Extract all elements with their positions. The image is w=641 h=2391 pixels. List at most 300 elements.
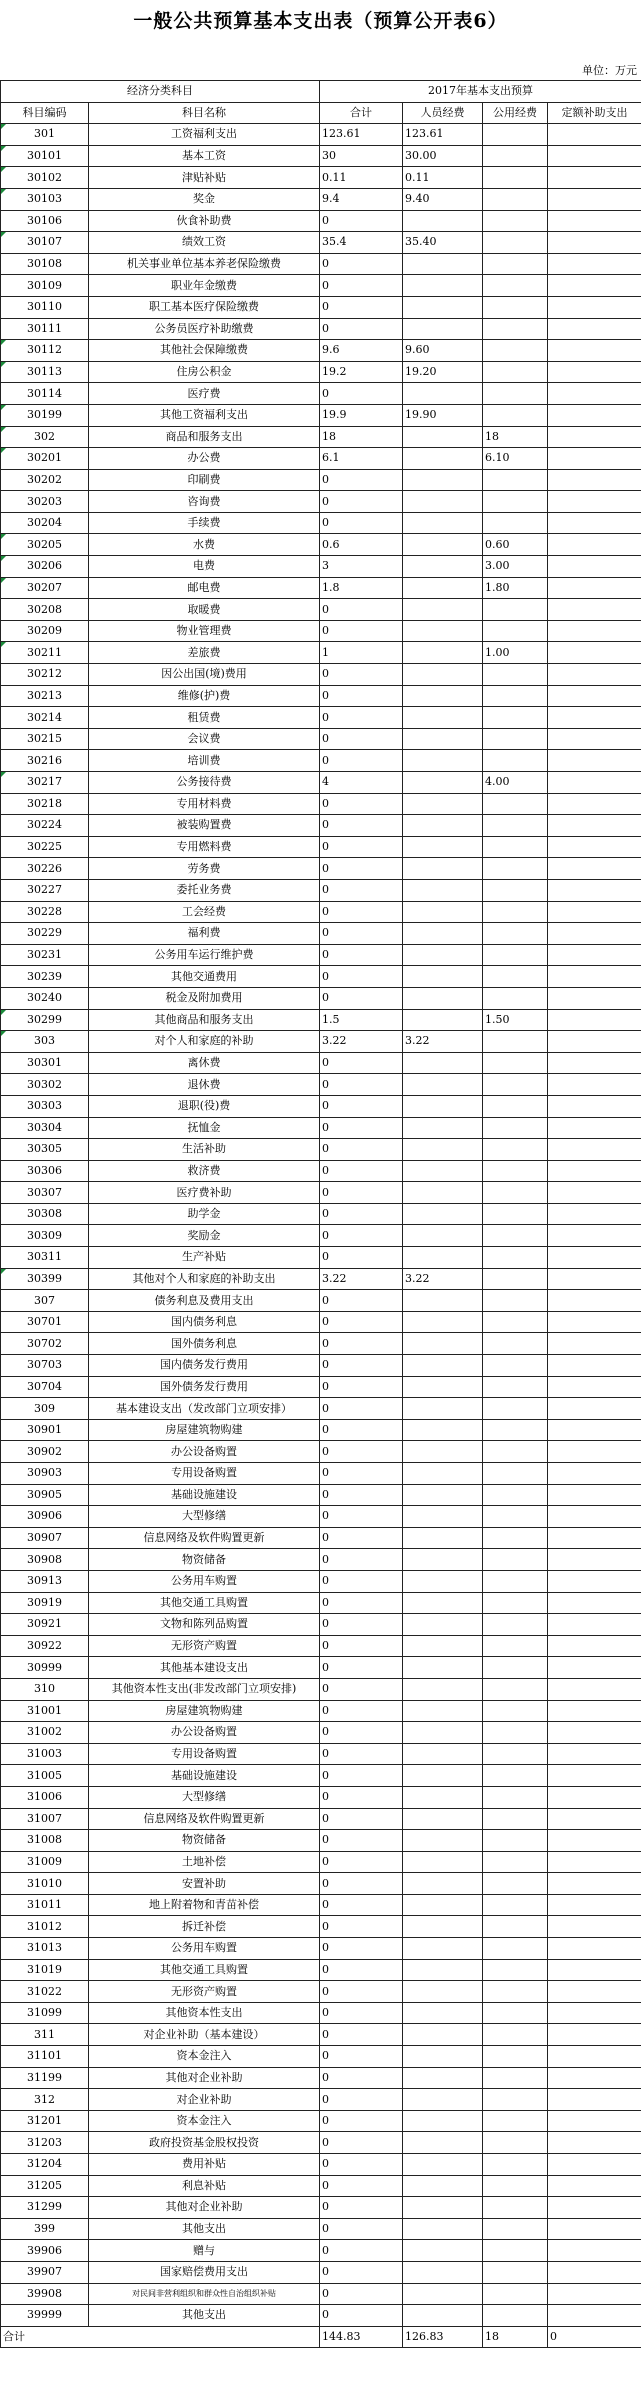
cell-quota [548,2154,641,2176]
cell-public [483,1786,548,1808]
cell-personnel [403,1938,483,1960]
cell-code: 39906 [1,2240,89,2262]
cell-name: 国外债务利息 [89,1333,320,1355]
cell-total: 0 [320,879,403,901]
cell-name: 会议费 [89,728,320,750]
cell-public [483,1182,548,1204]
cell-code: 30106 [1,210,89,232]
cell-quota [548,642,641,664]
cell-name: 费用补贴 [89,2154,320,2176]
cell-personnel [403,2305,483,2327]
cell-personnel [403,1203,483,1225]
cell-personnel [403,1355,483,1377]
table-row [1,404,641,426]
cell-name: 其他资本性支出 [89,2002,320,2024]
cell-code: 31201 [1,2110,89,2132]
cell-code: 30208 [1,599,89,621]
cell-total: 0 [320,1614,403,1636]
cell-name: 基础设施建设 [89,1484,320,1506]
cell-public [483,1894,548,1916]
cell-code: 311 [1,2024,89,2046]
cell-personnel [403,1225,483,1247]
cell-quota [548,1117,641,1139]
cell-name: 无形资产购置 [89,1635,320,1657]
table-row [1,1160,641,1182]
cell-personnel [403,685,483,707]
cell-total: 0 [320,1355,403,1377]
cell-code: 30216 [1,750,89,772]
cell-quota [548,728,641,750]
cell-total: 0 [320,2283,403,2305]
table-row [1,1873,641,1895]
cell-personnel [403,1765,483,1787]
cell-total: 0 [320,2154,403,2176]
cell-public [483,966,548,988]
cell-public [483,275,548,297]
cell-total: 0 [320,1722,403,1744]
table-row [1,124,641,146]
cell-quota [548,1938,641,1960]
table-row [1,1635,641,1657]
cell-name: 专用燃料费 [89,836,320,858]
cell-code: 30301 [1,1052,89,1074]
cell-total: 0 [320,620,403,642]
cell-name: 对个人和家庭的补助 [89,1031,320,1053]
cell-public [483,2046,548,2068]
cell-name: 公务用车运行维护费 [89,944,320,966]
cell-code: 30913 [1,1570,89,1592]
cell-public [483,1873,548,1895]
cell-total: 19.9 [320,404,403,426]
cell-code: 307 [1,1290,89,1312]
table-row [1,2283,641,2305]
cell-code: 30214 [1,707,89,729]
cell-public [483,879,548,901]
cell-public [483,404,548,426]
cell-total: 0 [320,2046,403,2068]
cell-code: 303 [1,1031,89,1053]
cell-quota [548,2024,641,2046]
cell-public [483,1916,548,1938]
cell-personnel [403,1743,483,1765]
table-row [1,1463,641,1485]
cell-code: 30204 [1,512,89,534]
cell-personnel [403,1160,483,1182]
cell-public [483,1419,548,1441]
cell-personnel [403,318,483,340]
cell-quota [548,1355,641,1377]
cell-name: 公务接待费 [89,772,320,794]
cell-quota [548,296,641,318]
table-row [1,167,641,189]
cell-public: 4.00 [483,772,548,794]
table-row [1,620,641,642]
cell-total: 0 [320,1203,403,1225]
cell-code: 30213 [1,685,89,707]
cell-personnel: 30.00 [403,145,483,167]
cell-public [483,340,548,362]
table-row [1,1398,641,1420]
cell-total: 0 [320,2261,403,2283]
cell-total: 1.5 [320,1009,403,1031]
cell-name: 取暖费 [89,599,320,621]
cell-public [483,815,548,837]
cell-personnel: 3.22 [403,1031,483,1053]
cell-public [483,793,548,815]
cell-total: 18 [320,426,403,448]
cell-code: 30226 [1,858,89,880]
cell-quota [548,1765,641,1787]
table-row [1,1743,641,1765]
cell-public [483,728,548,750]
cell-quota [548,1268,641,1290]
cell-personnel: 9.60 [403,340,483,362]
cell-public [483,923,548,945]
cell-name: 大型修缮 [89,1786,320,1808]
cell-quota [548,1333,641,1355]
cell-name: 奖励金 [89,1225,320,1247]
cell-quota [548,750,641,772]
table-row [1,1851,641,1873]
cell-code: 30109 [1,275,89,297]
cell-public [483,2132,548,2154]
budget-table [0,80,641,2348]
cell-personnel [403,1333,483,1355]
cell-public [483,2110,548,2132]
cell-code: 30919 [1,1592,89,1614]
cell-total: 0 [320,469,403,491]
cell-name: 文物和陈列品购置 [89,1614,320,1636]
table-row [1,469,641,491]
cell-quota [548,1074,641,1096]
cell-total: 0 [320,1786,403,1808]
cell-name: 国内债务发行费用 [89,1355,320,1377]
cell-public [483,1722,548,1744]
cell-total: 0 [320,512,403,534]
cell-personnel [403,469,483,491]
table-row [1,1031,641,1053]
cell-quota [548,188,641,210]
cell-public [483,2261,548,2283]
cell-personnel [403,1808,483,1830]
cell-code: 30111 [1,318,89,340]
cell-name: 被装购置费 [89,815,320,837]
cell-quota [548,599,641,621]
table-row [1,944,641,966]
table-row [1,1484,641,1506]
cell-name: 其他资本性支出(非发改部门立项安排) [89,1678,320,1700]
cell-personnel [403,1419,483,1441]
cell-code: 30704 [1,1376,89,1398]
cell-quota [548,1225,641,1247]
cell-name: 对企业补助 [89,2089,320,2111]
cell-quota [548,1160,641,1182]
cell-code: 31003 [1,1743,89,1765]
cell-total: 0 [320,1592,403,1614]
table-row [1,577,641,599]
cell-public [483,1765,548,1787]
cell-public [483,901,548,923]
cell-personnel [403,1311,483,1333]
cell-quota [548,1635,641,1657]
cell-name: 其他对企业补助 [89,2197,320,2219]
cell-total: 0 [320,815,403,837]
cell-total: 0 [320,296,403,318]
cell-code: 30239 [1,966,89,988]
cell-quota [548,2110,641,2132]
cell-personnel [403,750,483,772]
cell-name: 基本工资 [89,145,320,167]
cell-public [483,2283,548,2305]
cell-code: 31007 [1,1808,89,1830]
cell-total: 0 [320,2218,403,2240]
table-row [1,1074,641,1096]
table-row [1,2305,641,2327]
cell-name: 专用材料费 [89,793,320,815]
cell-personnel [403,534,483,556]
cell-name: 维修(护)费 [89,685,320,707]
cell-personnel [403,1873,483,1895]
cell-name: 其他交通工具购置 [89,1592,320,1614]
table-row [1,2046,641,2068]
cell-code: 30304 [1,1117,89,1139]
table-row [1,2261,641,2283]
cell-name: 邮电费 [89,577,320,599]
total-public: 18 [483,2326,548,2348]
header-code: 科目编码 [1,102,89,124]
cell-personnel [403,383,483,405]
cell-personnel [403,1139,483,1161]
cell-public [483,750,548,772]
cell-quota [548,210,641,232]
table-row [1,1247,641,1269]
cell-personnel [403,944,483,966]
cell-name: 水费 [89,534,320,556]
cell-total: 0 [320,1527,403,1549]
cell-public [483,253,548,275]
cell-code: 31010 [1,1873,89,1895]
cell-public [483,620,548,642]
cell-code: 310 [1,1678,89,1700]
cell-public [483,2154,548,2176]
cell-public [483,858,548,880]
cell-public [483,1506,548,1528]
cell-total: 0 [320,2089,403,2111]
cell-personnel [403,1981,483,2003]
table-row [1,188,641,210]
table-row [1,1959,641,1981]
cell-code: 30110 [1,296,89,318]
cell-total: 0 [320,664,403,686]
table-row [1,2154,641,2176]
table-row [1,1938,641,1960]
cell-personnel [403,2218,483,2240]
cell-name: 其他工资福利支出 [89,404,320,426]
cell-personnel [403,1851,483,1873]
cell-quota [548,1722,641,1744]
cell-personnel [403,1830,483,1852]
table-title: 一般公共预算基本支出表（预算公开表6） [133,10,508,32]
cell-public [483,491,548,513]
cell-name: 公务用车购置 [89,1570,320,1592]
cell-quota [548,448,641,470]
table-row [1,145,641,167]
cell-name: 医疗费 [89,383,320,405]
cell-personnel [403,1117,483,1139]
cell-name: 其他社会保障缴费 [89,340,320,362]
cell-quota [548,145,641,167]
cell-personnel [403,793,483,815]
cell-quota [548,1614,641,1636]
cell-personnel: 19.20 [403,361,483,383]
cell-quota [548,772,641,794]
table-row [1,275,641,297]
cell-total: 0 [320,1463,403,1485]
cell-quota [548,1916,641,1938]
cell-code: 30215 [1,728,89,750]
cell-quota [548,2046,641,2068]
cell-total: 0 [320,1851,403,1873]
cell-personnel [403,1700,483,1722]
cell-total: 0 [320,987,403,1009]
cell-personnel [403,1786,483,1808]
cell-name: 住房公积金 [89,361,320,383]
cell-quota [548,1463,641,1485]
cell-name: 救济费 [89,1160,320,1182]
cell-public [483,1981,548,2003]
cell-public [483,664,548,686]
table-row [1,1506,641,1528]
cell-quota [548,253,641,275]
cell-personnel [403,664,483,686]
cell-quota [548,491,641,513]
cell-total: 30 [320,145,403,167]
cell-name: 国外债务发行费用 [89,1376,320,1398]
cell-public [483,296,548,318]
cell-code: 30902 [1,1441,89,1463]
cell-quota [548,318,641,340]
cell-code: 30703 [1,1355,89,1377]
cell-quota [548,2175,641,2197]
cell-personnel [403,836,483,858]
table-row [1,2110,641,2132]
cell-code: 301 [1,124,89,146]
cell-total: 0 [320,1506,403,1528]
cell-personnel [403,491,483,513]
cell-code: 31013 [1,1938,89,1960]
cell-personnel [403,2067,483,2089]
cell-name: 信息网络及软件购置更新 [89,1808,320,1830]
cell-code: 30107 [1,232,89,254]
cell-personnel [403,1290,483,1312]
cell-personnel [403,2240,483,2262]
header-personnel: 人员经费 [403,102,483,124]
cell-quota [548,2218,641,2240]
cell-public [483,1743,548,1765]
cell-personnel [403,642,483,664]
cell-total: 0 [320,2110,403,2132]
cell-quota [548,707,641,729]
cell-name: 其他支出 [89,2305,320,2327]
cell-code: 31008 [1,1830,89,1852]
cell-code: 31203 [1,2132,89,2154]
cell-public [483,1117,548,1139]
cell-public [483,2218,548,2240]
cell-name: 利息补贴 [89,2175,320,2197]
cell-public [483,2197,548,2219]
cell-personnel [403,2002,483,2024]
cell-name: 职工基本医疗保险缴费 [89,296,320,318]
cell-public [483,1808,548,1830]
cell-code: 30306 [1,1160,89,1182]
cell-public [483,2240,548,2262]
cell-name: 其他商品和服务支出 [89,1009,320,1031]
cell-public [483,2067,548,2089]
table-row [1,448,641,470]
cell-code: 31005 [1,1765,89,1787]
cell-public [483,1549,548,1571]
cell-code: 30217 [1,772,89,794]
cell-public: 1.80 [483,577,548,599]
cell-public [483,1225,548,1247]
cell-total: 0 [320,1873,403,1895]
cell-quota [548,2067,641,2089]
cell-quota [548,1376,641,1398]
cell-quota [548,1743,641,1765]
cell-public [483,1678,548,1700]
cell-personnel [403,1009,483,1031]
cell-name: 津贴补贴 [89,167,320,189]
table-row [1,642,641,664]
cell-code: 30907 [1,1527,89,1549]
cell-total: 0 [320,1657,403,1679]
cell-total: 3.22 [320,1268,403,1290]
cell-quota [548,232,641,254]
table-row [1,1786,641,1808]
cell-total: 0 [320,1247,403,1269]
cell-total: 0 [320,1549,403,1571]
cell-personnel: 35.40 [403,232,483,254]
cell-quota [548,361,641,383]
cell-name: 其他交通工具购置 [89,1959,320,1981]
cell-public [483,1614,548,1636]
table-row [1,1182,641,1204]
table-row [1,2002,641,2024]
cell-total: 0 [320,1830,403,1852]
cell-quota [548,1398,641,1420]
cell-quota [548,469,641,491]
table-row [1,1441,641,1463]
cell-name: 因公出国(境)费用 [89,664,320,686]
cell-name: 办公费 [89,448,320,470]
cell-personnel [403,210,483,232]
table-row [1,2175,641,2197]
cell-name: 物资储备 [89,1549,320,1571]
cell-personnel [403,772,483,794]
cell-public [483,1355,548,1377]
cell-total: 0 [320,210,403,232]
cell-name: 其他支出 [89,2218,320,2240]
table-row [1,340,641,362]
cell-name: 专用设备购置 [89,1743,320,1765]
cell-personnel [403,858,483,880]
cell-code: 31002 [1,1722,89,1744]
cell-quota [548,426,641,448]
cell-personnel [403,728,483,750]
table-row [1,1139,641,1161]
cell-quota [548,2089,641,2111]
cell-total: 3.22 [320,1031,403,1053]
